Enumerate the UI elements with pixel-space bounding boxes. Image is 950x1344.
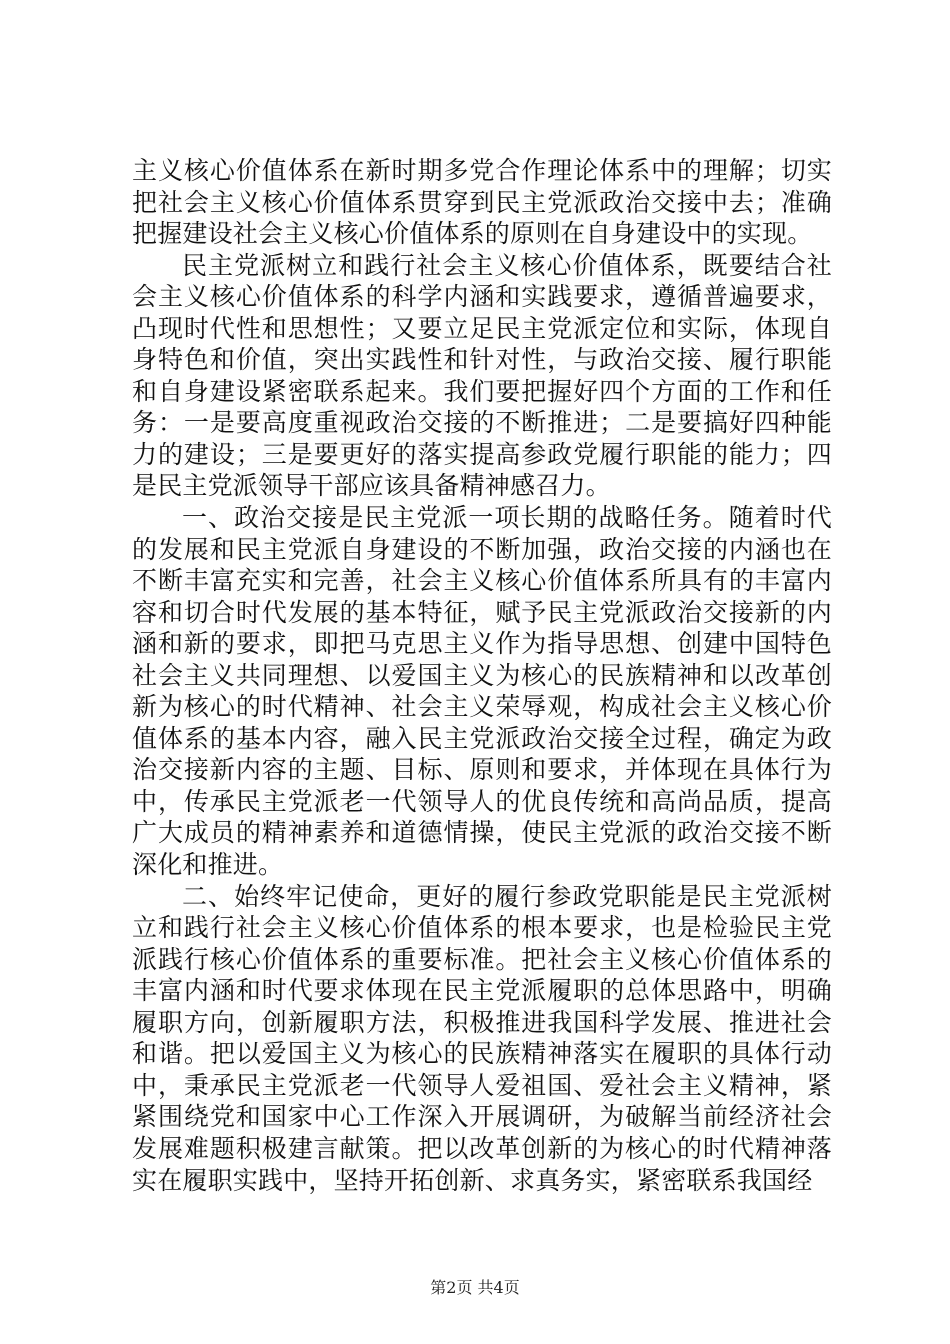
paragraph-section-one: 一、政治交接是民主党派一项长期的战略任务。随着时代的发展和民主党派自身建设的不断加强，政治交接的内涵也在不断丰富充实和完善，社会主义核心价值体系所具有的丰富内容和切合时代发展的基本特征，赋予民主党派政治交接新的内涵和新的要求，即把马克思主义作为指导思想、创建中国特色社会主义共同理想、以爱国主义为核心的民族精神和以改革创新为核心的时代精神、社会主义荣辱观，构成社会主义核心价值体系的基本内容，融入民主党派政治交接全过程，确定为政治交接新内容的主题、目标、原则和要求，并体现在具体行为中，传承民主党派老一代领导人的优良传统和高尚品质，提高广大成员的精神素养和道德情操，使民主党派的政治交接不断深化和推进。 — [132, 503, 832, 880]
page-number-footer: 第2页 共4页 — [430, 1278, 520, 1297]
document-body — [132, 155, 832, 1196]
paragraph-continuation: 主义核心价值体系在新时期多党合作理论体系中的理解；切实把社会主义核心价值体系贯穿到民主党派政治交接中去；准确把握建设社会主义核心价值体系的原则在自身建设中的实现。 — [132, 156, 832, 249]
paragraph-section-two: 二、始终牢记使命，更好的履行参政党职能是民主党派树立和践行社会主义核心价值体系的根本要求，也是检验民主党派践行核心价值体系的重要标准。把社会主义核心价值体系的丰富内涵和时代要求体现在民主党派履职的总体思路中，明确履职方向，创新履职方法，积极推进我国科学发展、推进社会和谐。把以爱国主义为核心的民族精神落实在履职的具体行动中，秉承民主党派老一代领导人爱祖国、爱社会主义精神，紧紧围绕党和国家中心工作深入开展调研，为破解当前经济社会发展难题积极建言献策。把以改革创新的为核心的时代精神落实在履职实践中，坚持开拓创新、求真务实，紧密联系我国经 — [132, 881, 832, 1195]
paragraph-core-values-intro: 民主党派树立和践行社会主义核心价值体系，既要结合社会主义核心价值体系的科学内涵和实践要求，遵循普遍要求，凸现时代性和思想性；又要立足民主党派定位和实际，体现自身特色和价值，突出实践性和针对性，与政治交接、履行职能和自身建设紧密联系起来。我们要把握好四个方面的工作和任务：一是要高度重视政治交接的不断推进；二是要搞好四种能力的建设；三是要更好的落实提高参政党履行职能的能力；四是民主党派领导干部应该具备精神感召力。 — [132, 250, 832, 501]
